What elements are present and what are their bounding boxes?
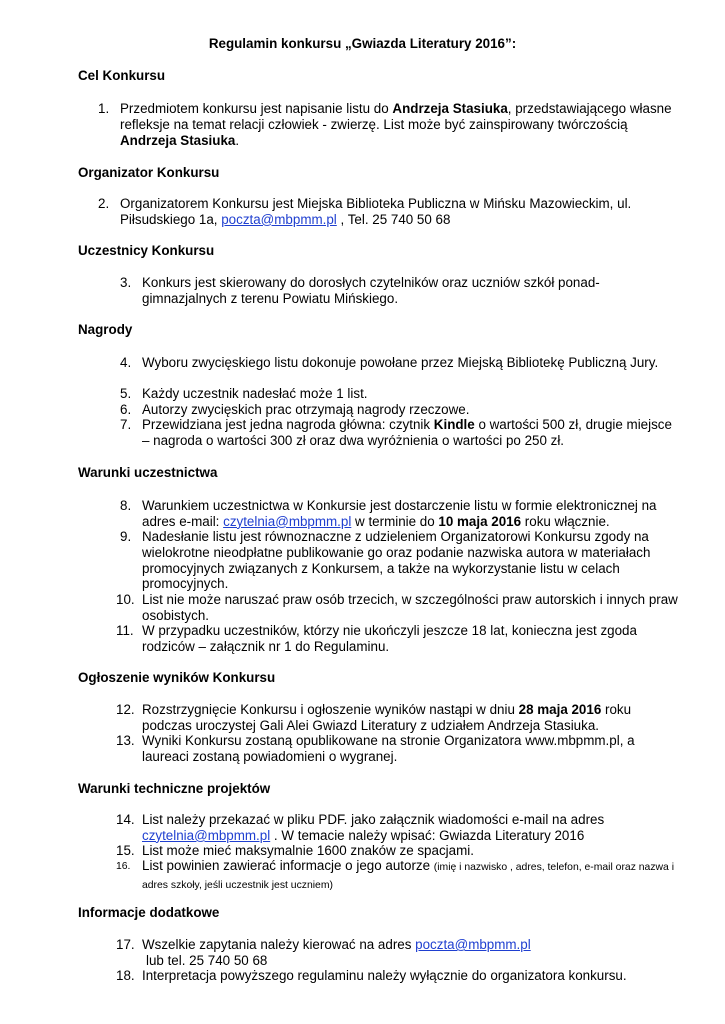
item-number: 13. (116, 733, 135, 748)
item-bold: Kindle (433, 417, 475, 432)
list-item-8 (78, 498, 678, 530)
email-link[interactable]: czytelnia@mbpmm.pl (142, 827, 271, 843)
item-text: List należy przekazać w pliku PDF. jako załącznik wiadomości e-mail na adres (142, 812, 605, 827)
item-number: 4. (120, 355, 132, 370)
item-bold: Andrzeja Stasiuka (392, 101, 508, 116)
list-item-13 (78, 733, 678, 765)
item-text: Każdy uczestnik nadesłać może 1 list. (142, 386, 368, 401)
list-item-11 (78, 623, 678, 655)
item-number: 7. (120, 417, 132, 432)
item-number: 17. (116, 937, 135, 952)
list-item-17 (78, 937, 678, 969)
item-text: roku podczas uroczystej Gali Alei Gwiazd Literatury z udziałem Andrzeja Stasiuka. (142, 702, 632, 733)
item-small-text: (imię i nazwisko , adres, telefon, e-mail oraz nazwa i adres szkoły, jeśli uczestnik jest uczniem) (142, 862, 675, 891)
item-text: Wszelkie zapytania należy kierować na adres (142, 937, 416, 952)
item-text: w terminie do (351, 513, 439, 529)
item-text: Organizatorem Konkursu jest Miejska Biblioteka Publiczna w Mińsku Mazowieckim, ul. Piłsudskiego 1a, (120, 196, 632, 227)
item-text: Interpretacja powyższego regulaminu należy wyłącznie do organizatora konkursu. (142, 968, 627, 983)
list-item-1 (78, 101, 678, 148)
item-number: 18. (116, 968, 135, 983)
heading-organizator: Organizator Konkursu (78, 165, 220, 180)
list-item-6 (78, 402, 678, 418)
item-number: 3. (120, 275, 132, 290)
heading-dodatkowe: Informacje dodatkowe (78, 905, 220, 920)
email-link[interactable]: poczta@mbpmm.pl (221, 211, 337, 227)
list-item-18 (78, 968, 678, 984)
item-text: Rozstrzygnięcie Konkursu i ogłoszenie wyników nastąpi w dniu (142, 702, 519, 717)
list-item-16 (78, 858, 678, 894)
item-text: , Tel. 25 740 50 68 (336, 211, 451, 227)
item-text: . (235, 132, 240, 148)
heading-warunki: Warunki uczestnictwa (78, 465, 218, 480)
item-number: 9. (120, 529, 132, 544)
item-text: roku włącznie. (521, 513, 610, 529)
item-number: 6. (120, 402, 132, 417)
item-number: 16. (116, 861, 131, 872)
item-text: Warunkiem uczestnictwa w Konkursie jest dostarczenie listu w formie elektronicznej na adres e-mail: (142, 498, 657, 529)
item-text: Przedmiotem konkursu jest napisanie listu do (120, 101, 393, 116)
item-text: , przedstawiającego własne refleksje na temat relacji człowiek - zwierzę. List może być zainspirowany twórczością (120, 101, 672, 132)
item-text: List powinien zawierać informacje o jego autorze (142, 858, 434, 873)
item-number: 1. (98, 101, 110, 116)
item-text: Przewidziana jest jedna nagroda główna: czytnik (142, 417, 434, 432)
list-item-12 (78, 702, 678, 734)
heading-techniczne: Warunki techniczne projektów (78, 781, 271, 796)
list-item-15 (78, 843, 678, 859)
item-number: 14. (116, 812, 135, 827)
item-text: List może mieć maksymalnie 1600 znaków ze spacjami. (142, 843, 474, 858)
item-bold: 28 maja 2016 (518, 702, 602, 717)
list-item-7 (78, 417, 678, 449)
item-number: 2. (98, 196, 110, 211)
item-number: 15. (116, 843, 135, 858)
item-number: 12. (116, 702, 135, 717)
item-text: Nadesłanie listu jest równoznaczne z udzieleniem Organizatorowi Konkursu zgody na wielokrotne nieodpłatne publikowanie go oraz podanie nazwiska autora w materiałach promocyjnych związanych z Konkursem, a także na wykorzystanie listu w celach promocyjnych. (142, 529, 651, 592)
item-text: Konkurs jest skierowany do dorosłych czytelników oraz uczniów szkół ponad-gimnazjalnych z terenu Powiatu Mińskiego. (142, 275, 600, 306)
heading-nagrody: Nagrody (78, 322, 133, 337)
item-text: W przypadku uczestników, którzy nie ukończyli jeszcze 18 lat, konieczna jest zgoda rodziców – załącznik nr 1 do Regulaminu. (142, 623, 637, 654)
list-item-14 (78, 812, 678, 844)
list-item-5 (78, 386, 678, 402)
item-text: o wartości 500 zł, drugie miejsce – nagroda o wartości 300 zł oraz dwa wyróżnienia o wartości po 250 zł. (142, 417, 672, 448)
email-link[interactable]: poczta@mbpmm.pl (415, 937, 531, 952)
item-text: . W temacie należy wpisać: Gwiazda Literatury 2016 (270, 827, 585, 843)
list-item-2 (78, 196, 678, 228)
item-bold: 10 maja 2016 (438, 513, 522, 529)
item-text: Wyniki Konkursu zostaną opublikowane na stronie Organizatora www.mbpmm.pl, a laureaci zostaną powiadomieni o wygranej. (142, 733, 635, 764)
page-title: Regulamin konkursu „Gwiazda Literatury 2016”: (208, 36, 517, 51)
email-link[interactable]: czytelnia@mbpmm.pl (223, 513, 352, 529)
item-number: 11. (116, 623, 134, 638)
list-item-9 (78, 529, 678, 592)
list-item-10 (78, 592, 678, 624)
heading-uczestnicy: Uczestnicy Konkursu (78, 243, 215, 258)
heading-ogloszenie: Ogłoszenie wyników Konkursu (78, 670, 276, 685)
item-bold: Andrzeja Stasiuka (120, 132, 236, 148)
item-text: Autorzy zwycięskich prac otrzymają nagrody rzeczowe. (142, 402, 470, 417)
list-item-3 (78, 275, 678, 307)
list-item-4 (78, 355, 678, 371)
item-number: 5. (120, 386, 132, 401)
item-number: 8. (120, 498, 132, 513)
item-text: List nie może naruszać praw osób trzecich, w szczególności praw autorskich i innych praw osobistych. (142, 592, 678, 623)
heading-cel: Cel Konkursu (78, 68, 166, 83)
item-text: lub tel. 25 740 50 68 (146, 952, 268, 968)
item-number: 10. (116, 592, 135, 607)
item-text: Wyboru zwycięskiego listu dokonuje powołane przez Miejską Bibliotekę Publiczną Jury. (142, 355, 659, 370)
